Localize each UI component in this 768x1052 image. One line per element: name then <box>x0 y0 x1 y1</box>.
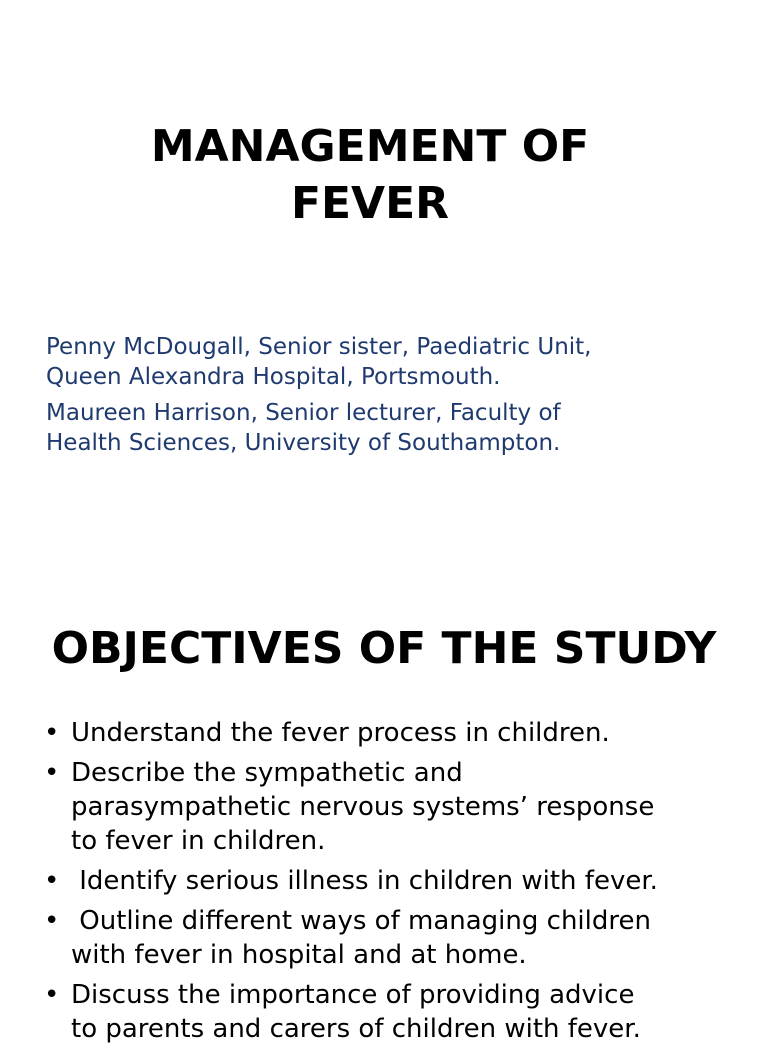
bullet-icon: • <box>44 758 60 788</box>
objective-line: Identify serious illness in children with fever. <box>71 866 658 896</box>
objectives-list <box>40 716 750 1052</box>
objective-item <box>40 716 750 750</box>
objective-line: with fever in hospital and at home. <box>71 940 527 970</box>
objectives-heading: OBJECTIVES OF THE STUDY <box>51 623 717 674</box>
objective-line: Discuss the importance of providing advice <box>71 980 635 1010</box>
objective-item <box>40 904 750 972</box>
objective-line: to parents and carers of children with fever. <box>71 1014 641 1044</box>
objective-line: Outline different ways of managing children <box>71 906 651 936</box>
author-list <box>46 332 746 464</box>
bullet-icon: • <box>44 718 60 748</box>
slide-title <box>100 118 640 232</box>
objective-line: parasympathetic nervous systems’ response <box>71 792 655 822</box>
author-line: Health Sciences, University of Southampton. <box>46 430 561 456</box>
author-entry <box>46 398 746 458</box>
title-line: MANAGEMENT OF <box>150 121 590 172</box>
bullet-icon: • <box>44 980 60 1010</box>
objective-line: to fever in children. <box>71 826 326 856</box>
author-line: Penny McDougall, Senior sister, Paediatric Unit, <box>46 334 592 360</box>
author-line: Maureen Harrison, Senior lecturer, Faculty of <box>46 400 561 426</box>
bullet-icon: • <box>44 866 60 896</box>
objective-line: Understand the fever process in children. <box>71 718 610 748</box>
objective-item <box>40 756 750 858</box>
title-line: FEVER <box>290 178 450 229</box>
objective-item <box>40 864 750 898</box>
objective-item <box>40 978 750 1046</box>
author-line: Queen Alexandra Hospital, Portsmouth. <box>46 364 501 390</box>
author-entry <box>46 332 746 392</box>
objective-line: Describe the sympathetic and <box>71 758 463 788</box>
bullet-icon: • <box>44 906 60 936</box>
